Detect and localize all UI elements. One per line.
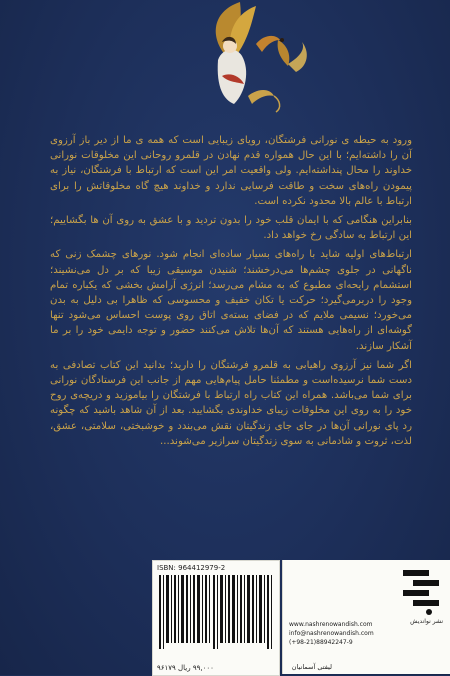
designer-credit: لیفتی آسمانیان bbox=[291, 663, 332, 671]
publisher-panel bbox=[282, 560, 450, 674]
description-paragraph: ارتباط‌های اولیه شاید با راه‌های بسیار ساده‌ای انجام شود. نورهای چشمک زنی که ناگهانی در جلوی چشم‌ها می‌درخشند؛ شنیدن موسیقی زیبا که بر دل می‌نشیند؛ استشمام رایحه‌ای مطبوع که به مشام می‌رسد؛ انرژی آرامش بخشی که یکباره تمام وجود را دربرمی‌گیرد؛ حرکت یا تکان خفیف و محسوسی که ظاهرا بی دلیل به بدن می‌خورد؛ نسیمی ملایم که در فضای بسته‌ی اتاق روی پوست احساس می‌شود تنها گوشه‌ای از راه‌هایی هستند که آن‌ها تلاش می‌کنند حضور و توجه دایمی خود را بر ما آشکار سازند. bbox=[50, 249, 412, 352]
description-paragraph: ورود به حیطه ی نورانی فرشتگان، رویای زیبایی است که همه ی ما از دیر باز آرزوی آن را داشته‌ایم؛ با این حال همواره قدم نهادن در قلمرو روحانی این مخلوقات نورانی خداوند را محال پنداشته‌ایم. ولی واقعیت امر این است که ارتباط با فرشتگان، نیاز به پیمودن راه‌های سخت و طاقت فرسایی ندارد و خداوند هیچ گاه مخلوقاتش را برای ارتباط با عالم بالا محدود نکرده است. bbox=[50, 135, 412, 207]
email-link[interactable]: info@nashrenowandish.com bbox=[289, 630, 374, 637]
isbn-text: ISBN: 964412979-2 bbox=[157, 564, 226, 572]
website-link[interactable]: www.nashrenowandish.com bbox=[289, 621, 373, 628]
publisher-contacts bbox=[289, 620, 401, 647]
description-paragraph: اگر شما نیز آرزوی راهیابی به قلمرو فرشتگان را دارید؛ بدانید این کتاب تصادفی به دست شما نرسیده‌است و مطمئنا حامل پیام‌هایی مهم از جانب این فرستادگان نورانی برای شما می‌باشد. همراه این کتاب راه ارتباط با فرشتگان را بیاموزید و دریچه‌ی روح خود را به روی این مخلوقات زیبای خداوندی بگشایید. بعد از آن شاهد باشید که چگونه رد پای نورانی آن‌ها در جای جای زندگیتان نقش می‌بندد و خوشبختی، سلامتی، عشق، لذت، ثروت و شادمانی به سوی زندگیتان سرازیر می‌شوند... bbox=[50, 359, 412, 447]
publisher-name: نشر نواندیش bbox=[410, 618, 443, 625]
phone-number: (+98-21)88942247-9 bbox=[289, 639, 353, 646]
price-text: ۹۹,۰۰۰ ریال ۹۶۱۷۹ bbox=[157, 664, 214, 672]
description-paragraph: بنابراین هنگامی که با ایمان قلب خود را بدون تردید و با عشق به روی آن ها بگشاییم؛ این ارتباط به سادگی رخ خواهد داد. bbox=[50, 215, 412, 242]
barcode-icon bbox=[159, 575, 273, 649]
back-cover-footer bbox=[0, 560, 450, 675]
angel-illustration bbox=[170, 0, 310, 120]
back-cover-description bbox=[50, 133, 412, 453]
barcode-panel bbox=[152, 560, 280, 676]
publisher-logo-icon bbox=[399, 568, 443, 616]
